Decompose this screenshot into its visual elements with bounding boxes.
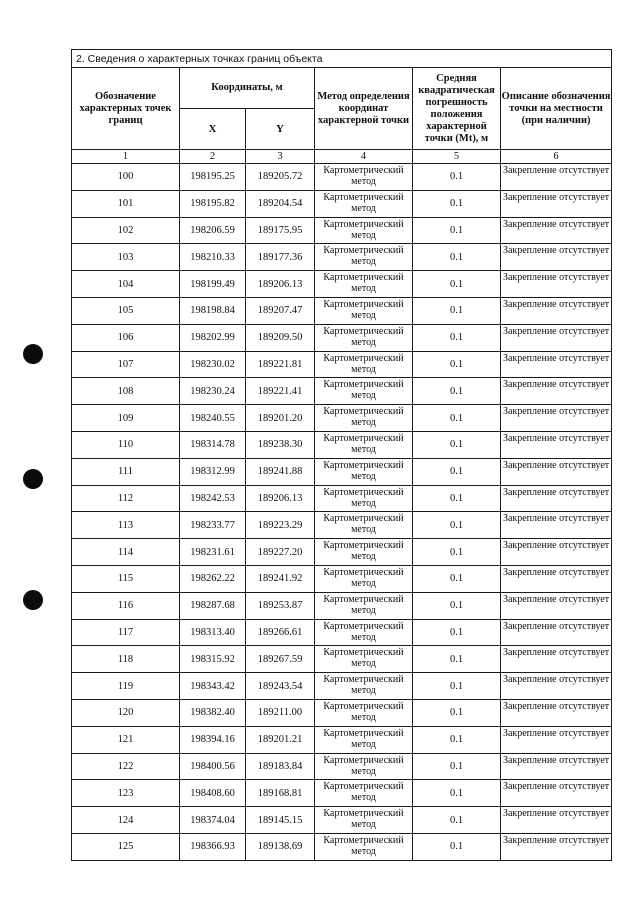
table-row — [72, 726, 612, 753]
error-cell: 0.1 — [413, 780, 501, 807]
y-cell: 189201.21 — [246, 726, 315, 753]
column-number: 2 — [180, 150, 246, 164]
x-cell: 198242.53 — [180, 485, 246, 512]
description-cell: Закрепление отсутствует — [501, 726, 612, 753]
y-cell: 189211.00 — [246, 699, 315, 726]
table-row — [72, 699, 612, 726]
table-row — [72, 324, 612, 351]
x-cell: 198199.49 — [180, 271, 246, 298]
method-cell: Картометрический метод — [315, 646, 413, 673]
x-cell: 198314.78 — [180, 431, 246, 458]
error-cell: 0.1 — [413, 619, 501, 646]
point-cell: 115 — [72, 565, 180, 592]
point-cell: 117 — [72, 619, 180, 646]
x-cell: 198343.42 — [180, 673, 246, 700]
point-cell: 108 — [72, 378, 180, 405]
header-coordinates: Координаты, м — [180, 68, 315, 109]
y-cell: 189241.92 — [246, 565, 315, 592]
x-cell: 198374.04 — [180, 807, 246, 834]
description-cell: Закрепление отсутствует — [501, 807, 612, 834]
y-cell: 189266.61 — [246, 619, 315, 646]
table-row — [72, 297, 612, 324]
table-row — [72, 217, 612, 244]
method-cell: Картометрический метод — [315, 539, 413, 566]
table-row — [72, 244, 612, 271]
point-cell: 111 — [72, 458, 180, 485]
point-cell: 116 — [72, 592, 180, 619]
table-row — [72, 405, 612, 432]
boundary-points-table — [71, 49, 612, 861]
error-cell: 0.1 — [413, 458, 501, 485]
description-cell: Закрепление отсутствует — [501, 431, 612, 458]
x-cell: 198366.93 — [180, 833, 246, 860]
description-cell: Закрепление отсутствует — [501, 378, 612, 405]
y-cell: 189267.59 — [246, 646, 315, 673]
x-cell: 198400.56 — [180, 753, 246, 780]
description-cell: Закрепление отсутствует — [501, 699, 612, 726]
x-cell: 198315.92 — [180, 646, 246, 673]
y-cell: 189204.54 — [246, 190, 315, 217]
point-cell: 113 — [72, 512, 180, 539]
error-cell: 0.1 — [413, 164, 501, 191]
y-cell: 189177.36 — [246, 244, 315, 271]
error-cell: 0.1 — [413, 699, 501, 726]
method-cell: Картометрический метод — [315, 271, 413, 298]
x-cell: 198206.59 — [180, 217, 246, 244]
x-cell: 198233.77 — [180, 512, 246, 539]
table-row — [72, 431, 612, 458]
x-cell: 198382.40 — [180, 699, 246, 726]
method-cell: Картометрический метод — [315, 592, 413, 619]
column-number-row — [72, 150, 612, 164]
x-cell: 198230.24 — [180, 378, 246, 405]
method-cell: Картометрический метод — [315, 431, 413, 458]
error-cell: 0.1 — [413, 217, 501, 244]
column-number: 6 — [501, 150, 612, 164]
description-cell: Закрепление отсутствует — [501, 164, 612, 191]
y-cell: 189221.81 — [246, 351, 315, 378]
description-cell: Закрепление отсутствует — [501, 592, 612, 619]
x-cell: 198195.25 — [180, 164, 246, 191]
method-cell: Картометрический метод — [315, 190, 413, 217]
point-cell: 107 — [72, 351, 180, 378]
table-row — [72, 780, 612, 807]
description-cell: Закрепление отсутствует — [501, 271, 612, 298]
table-row — [72, 673, 612, 700]
description-cell: Закрепление отсутствует — [501, 217, 612, 244]
description-cell: Закрепление отсутствует — [501, 244, 612, 271]
description-cell: Закрепление отсутствует — [501, 565, 612, 592]
method-cell: Картометрический метод — [315, 619, 413, 646]
y-cell: 189138.69 — [246, 833, 315, 860]
method-cell: Картометрический метод — [315, 351, 413, 378]
table-row — [72, 833, 612, 860]
method-cell: Картометрический метод — [315, 405, 413, 432]
error-cell: 0.1 — [413, 378, 501, 405]
table-row — [72, 378, 612, 405]
table-row — [72, 351, 612, 378]
point-cell: 102 — [72, 217, 180, 244]
description-cell: Закрепление отсутствует — [501, 619, 612, 646]
error-cell: 0.1 — [413, 297, 501, 324]
method-cell: Картометрический метод — [315, 458, 413, 485]
column-number: 4 — [315, 150, 413, 164]
error-cell: 0.1 — [413, 833, 501, 860]
description-cell: Закрепление отсутствует — [501, 324, 612, 351]
header-error: Средняя квадратическая погрешность положения характерной точки (Mt), м — [413, 68, 501, 150]
point-cell: 106 — [72, 324, 180, 351]
point-cell: 100 — [72, 164, 180, 191]
table-row — [72, 190, 612, 217]
error-cell: 0.1 — [413, 324, 501, 351]
point-cell: 109 — [72, 405, 180, 432]
table-row — [72, 512, 612, 539]
description-cell: Закрепление отсутствует — [501, 297, 612, 324]
description-cell: Закрепление отсутствует — [501, 458, 612, 485]
table-row — [72, 592, 612, 619]
punch-hole-middle — [23, 469, 43, 489]
description-cell: Закрепление отсутствует — [501, 780, 612, 807]
point-cell: 123 — [72, 780, 180, 807]
error-cell: 0.1 — [413, 431, 501, 458]
y-cell: 189243.54 — [246, 673, 315, 700]
header-description: Описание обозначения точки на местности (при наличии) — [501, 68, 612, 150]
x-cell: 198198.84 — [180, 297, 246, 324]
table-row — [72, 807, 612, 834]
point-cell: 101 — [72, 190, 180, 217]
x-cell: 198230.02 — [180, 351, 246, 378]
table-row — [72, 164, 612, 191]
x-cell: 198262.22 — [180, 565, 246, 592]
method-cell: Картометрический метод — [315, 324, 413, 351]
point-cell: 121 — [72, 726, 180, 753]
error-cell: 0.1 — [413, 807, 501, 834]
header-y: Y — [246, 109, 315, 150]
error-cell: 0.1 — [413, 753, 501, 780]
y-cell: 189201.20 — [246, 405, 315, 432]
x-cell: 198313.40 — [180, 619, 246, 646]
point-cell: 118 — [72, 646, 180, 673]
y-cell: 189238.30 — [246, 431, 315, 458]
error-cell: 0.1 — [413, 646, 501, 673]
table-row — [72, 539, 612, 566]
error-cell: 0.1 — [413, 726, 501, 753]
description-cell: Закрепление отсутствует — [501, 646, 612, 673]
method-cell: Картометрический метод — [315, 378, 413, 405]
y-cell: 189206.13 — [246, 485, 315, 512]
y-cell: 189227.20 — [246, 539, 315, 566]
error-cell: 0.1 — [413, 244, 501, 271]
method-cell: Картометрический метод — [315, 244, 413, 271]
x-cell: 198287.68 — [180, 592, 246, 619]
description-cell: Закрепление отсутствует — [501, 539, 612, 566]
point-cell: 103 — [72, 244, 180, 271]
y-cell: 189175.95 — [246, 217, 315, 244]
description-cell: Закрепление отсутствует — [501, 405, 612, 432]
column-number: 1 — [72, 150, 180, 164]
table-row — [72, 619, 612, 646]
y-cell: 189207.47 — [246, 297, 315, 324]
method-cell: Картометрический метод — [315, 485, 413, 512]
description-cell: Закрепление отсутствует — [501, 833, 612, 860]
table-row — [72, 565, 612, 592]
table-row — [72, 271, 612, 298]
method-cell: Картометрический метод — [315, 780, 413, 807]
column-number: 5 — [413, 150, 501, 164]
column-number: 3 — [246, 150, 315, 164]
description-cell: Закрепление отсутствует — [501, 351, 612, 378]
point-cell: 105 — [72, 297, 180, 324]
point-cell: 124 — [72, 807, 180, 834]
error-cell: 0.1 — [413, 485, 501, 512]
method-cell: Картометрический метод — [315, 565, 413, 592]
x-cell: 198195.82 — [180, 190, 246, 217]
method-cell: Картометрический метод — [315, 699, 413, 726]
description-cell: Закрепление отсутствует — [501, 190, 612, 217]
x-cell: 198210.33 — [180, 244, 246, 271]
x-cell: 198394.16 — [180, 726, 246, 753]
y-cell: 189183.84 — [246, 753, 315, 780]
method-cell: Картометрический метод — [315, 833, 413, 860]
table-row — [72, 753, 612, 780]
y-cell: 189209.50 — [246, 324, 315, 351]
x-cell: 198202.99 — [180, 324, 246, 351]
error-cell: 0.1 — [413, 271, 501, 298]
y-cell: 189223.29 — [246, 512, 315, 539]
point-cell: 114 — [72, 539, 180, 566]
method-cell: Картометрический метод — [315, 726, 413, 753]
error-cell: 0.1 — [413, 512, 501, 539]
point-cell: 120 — [72, 699, 180, 726]
description-cell: Закрепление отсутствует — [501, 753, 612, 780]
error-cell: 0.1 — [413, 190, 501, 217]
description-cell: Закрепление отсутствует — [501, 512, 612, 539]
table-row — [72, 485, 612, 512]
error-cell: 0.1 — [413, 351, 501, 378]
x-cell: 198408.60 — [180, 780, 246, 807]
table-body — [72, 164, 612, 861]
y-cell: 189221.41 — [246, 378, 315, 405]
y-cell: 189168.81 — [246, 780, 315, 807]
y-cell: 189253.87 — [246, 592, 315, 619]
punch-hole-top — [23, 344, 43, 364]
punch-hole-bottom — [23, 590, 43, 610]
point-cell: 122 — [72, 753, 180, 780]
method-cell: Картометрический метод — [315, 753, 413, 780]
y-cell: 189145.15 — [246, 807, 315, 834]
error-cell: 0.1 — [413, 539, 501, 566]
method-cell: Картометрический метод — [315, 512, 413, 539]
description-cell: Закрепление отсутствует — [501, 485, 612, 512]
point-cell: 112 — [72, 485, 180, 512]
point-cell: 104 — [72, 271, 180, 298]
method-cell: Картометрический метод — [315, 673, 413, 700]
table-row — [72, 458, 612, 485]
x-cell: 198312.99 — [180, 458, 246, 485]
y-cell: 189206.13 — [246, 271, 315, 298]
error-cell: 0.1 — [413, 592, 501, 619]
table-row — [72, 646, 612, 673]
table-title: 2. Сведения о характерных точках границ объекта — [72, 50, 612, 68]
error-cell: 0.1 — [413, 565, 501, 592]
y-cell: 189241.88 — [246, 458, 315, 485]
point-cell: 119 — [72, 673, 180, 700]
header-point: Обозначение характерных точек границ — [72, 68, 180, 150]
point-cell: 110 — [72, 431, 180, 458]
point-cell: 125 — [72, 833, 180, 860]
method-cell: Картометрический метод — [315, 807, 413, 834]
error-cell: 0.1 — [413, 405, 501, 432]
method-cell: Картометрический метод — [315, 297, 413, 324]
method-cell: Картометрический метод — [315, 164, 413, 191]
header-method: Метод определения координат характерной точки — [315, 68, 413, 150]
x-cell: 198231.61 — [180, 539, 246, 566]
error-cell: 0.1 — [413, 673, 501, 700]
y-cell: 189205.72 — [246, 164, 315, 191]
method-cell: Картометрический метод — [315, 217, 413, 244]
x-cell: 198240.55 — [180, 405, 246, 432]
description-cell: Закрепление отсутствует — [501, 673, 612, 700]
header-x: X — [180, 109, 246, 150]
